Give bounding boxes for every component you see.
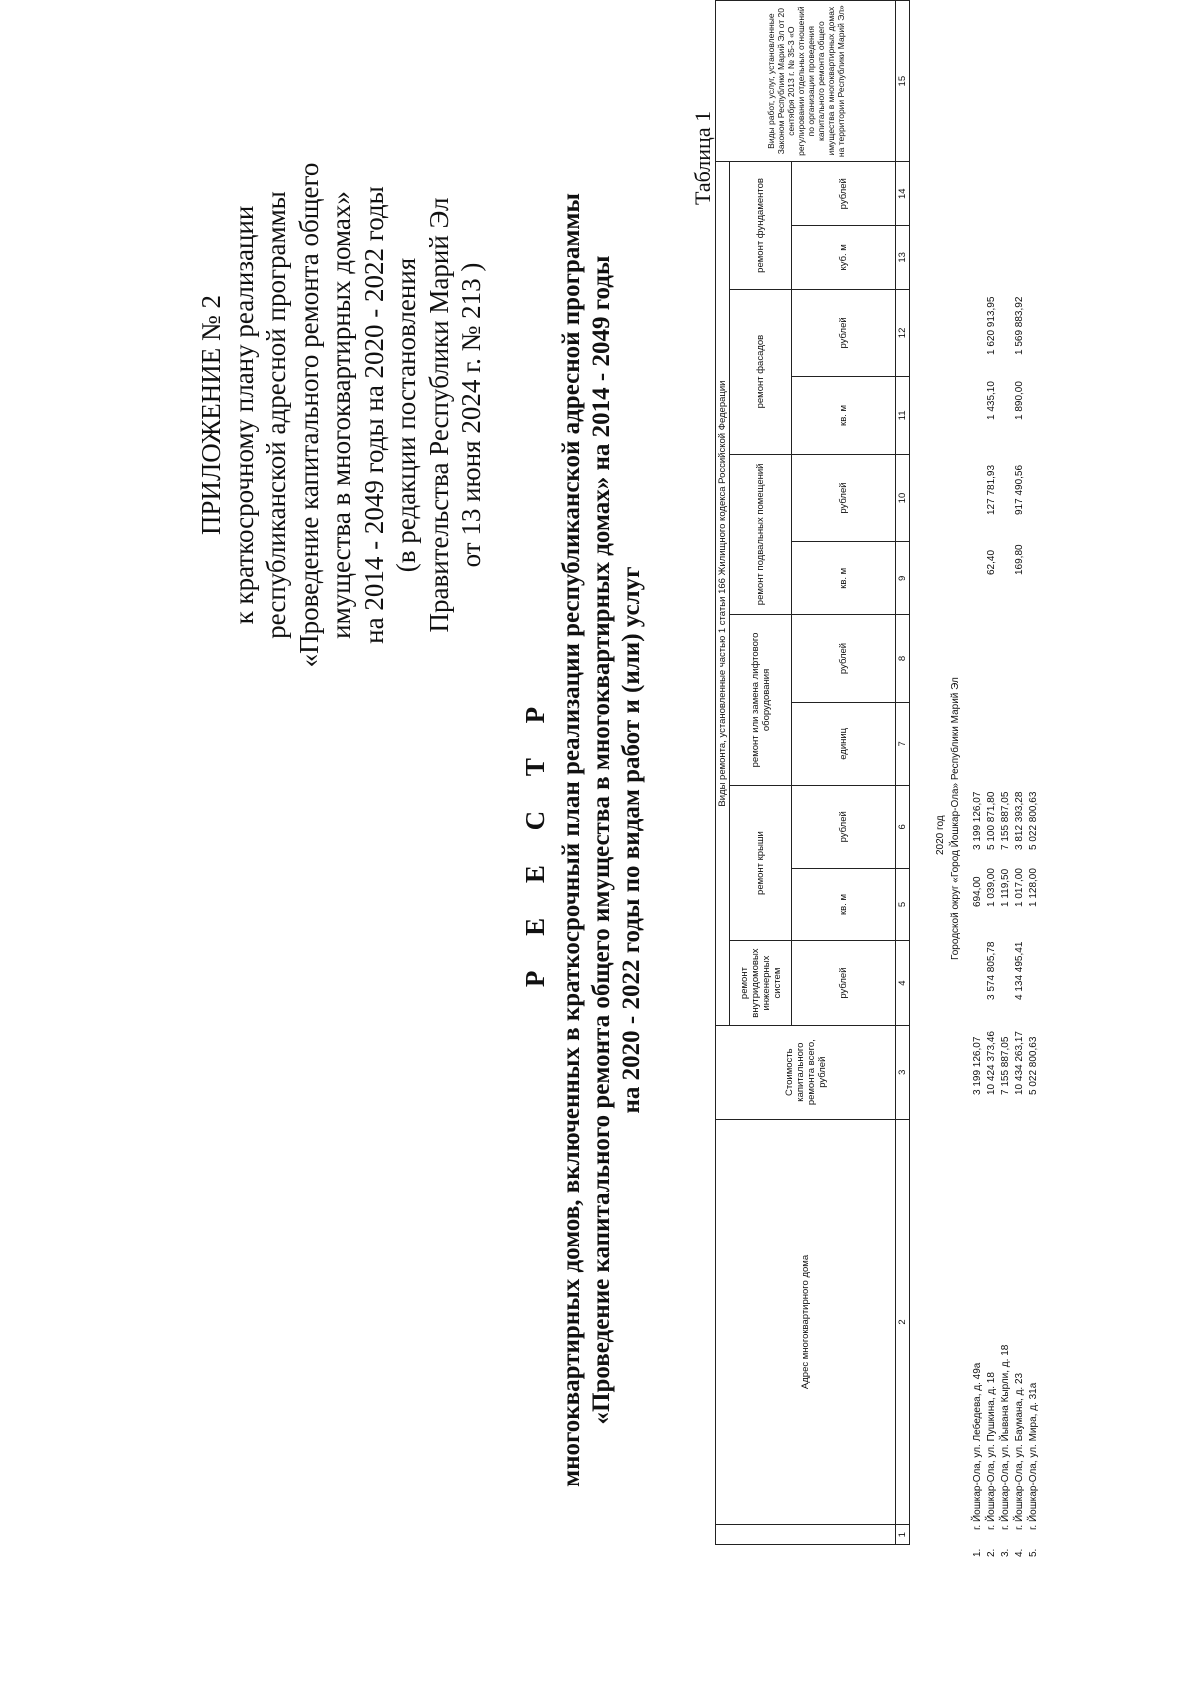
row-roof-cost: 3 199 126,07 [972,791,983,850]
unit-cell: кв. м [792,868,896,941]
registry-title-block [520,40,647,1640]
column-number: 11 [896,377,910,454]
row-roof-cost: 5 022 800,63 [1028,791,1039,850]
registry-subtitle-line: многоквартирных домов, включенных в краткосрочный план реализации республиканской адресной программы [558,193,585,1487]
header-total-cost: Стоимость капитального ремонта всего, рублей [716,1025,896,1119]
appendix-line: «Проведение капитального ремонта общего [293,162,324,668]
row-total: 3 199 126,07 [972,1036,983,1095]
column-number: 9 [896,542,910,615]
unit-cell: рублей [792,454,896,542]
section-year: 2020 год [935,815,946,855]
row-basement-cost: 917 490,56 [1014,464,1025,515]
column-number: 12 [896,289,910,377]
row-systems-cost: 3 574 805,78 [986,941,997,1000]
row-number: 2. [986,1548,997,1557]
row-roof-area: 1 039,00 [986,868,997,907]
unit-cell: кв. м [792,542,896,615]
header-roof: ремонт крыши [730,785,792,940]
row-roof-area: 1 017,00 [1014,868,1025,907]
header-facade: ремонт фасадов [730,289,792,454]
row-roof-cost: 7 155 887,05 [1000,791,1011,850]
row-total: 5 022 800,63 [1028,1036,1039,1095]
section-district: Городской округ «Город Йошкар-Ола» Республики Марий Эл [950,677,961,960]
row-number: 5. [1028,1548,1039,1557]
header-cell-empty [716,1525,896,1545]
row-facade-area: 1 435,10 [986,381,997,420]
column-number: 2 [896,1119,910,1525]
header-repair-types: Виды ремонта, установленные частью 1 статьи 166 Жилищного кодекса Российской Федерации [716,162,730,1026]
row-facade-area: 1 890,00 [1014,381,1025,420]
appendix-line: к краткосрочному плану реализации [228,205,259,625]
row-total: 7 155 887,05 [1000,1036,1011,1095]
row-basement-area: 62,40 [986,549,997,575]
row-basement-cost: 127 781,93 [986,464,997,515]
row-address: г. Йошкар-Ола, ул. Йывана Кырли, д. 18 [1000,1344,1011,1530]
row-facade-cost: 1 569 883,92 [1014,296,1025,355]
appendix-header [195,95,488,735]
column-number: 10 [896,454,910,542]
column-number: 13 [896,226,910,289]
row-roof-area: 1 119,50 [1000,868,1011,907]
header-foundation: ремонт фундаментов [730,162,792,289]
appendix-line: (в редакции постановления [391,257,421,573]
row-address: г. Йошкар-Ола, ул. Мира, д. 31а [1028,1382,1039,1530]
row-total: 10 424 373,46 [986,1031,997,1095]
column-number: 7 [896,702,910,785]
row-systems-cost: 4 134 495,41 [1014,941,1025,1000]
unit-cell: рублей [792,289,896,377]
registry-table [715,0,910,1545]
table-label: Таблица 1 [690,110,715,205]
row-roof-cost: 3 812 393,28 [1014,791,1025,850]
column-number: 8 [896,615,910,703]
row-facade-cost: 1 620 913,95 [986,296,997,355]
row-basement-area: 169,80 [1014,544,1025,575]
appendix-line: имущества в многоквартирных домах» [326,191,356,639]
unit-cell: рублей [792,615,896,703]
column-number: 1 [896,1525,910,1545]
registry-subtitle-line: на 2020 - 2022 годы по видам работ и (или) услуг [618,566,645,1114]
row-number: 3. [1000,1548,1011,1557]
header-elevator: ремонт или замена лифтового оборудования [730,615,792,786]
unit-cell: рублей [792,162,896,226]
row-roof-cost: 5 100 871,80 [986,791,997,850]
registry-title: Р Е Е С Т Р [520,692,550,988]
row-number: 4. [1014,1548,1025,1557]
row-address: г. Йошкар-Ола, ул. Лебедева, д. 49а [972,1362,983,1530]
row-address: г. Йошкар-Ола, ул. Баумана, д. 23 [1014,1372,1025,1530]
registry-subtitle-line: «Проведение капитального ремонта общего имущества в многоквартирных домах» на 2014 - 2049 годы [588,255,615,1425]
column-number: 14 [896,162,910,226]
column-number: 4 [896,941,910,1026]
row-address: г. Йошкар-Ола, ул. Пушкина, д. 18 [986,1372,997,1530]
appendix-line: от 13 июня 2024 г. № 213 ) [456,262,486,568]
unit-cell: единиц [792,702,896,785]
column-number: 3 [896,1025,910,1119]
appendix-line: республиканской адресной программы [261,191,291,639]
row-total: 10 434 263,17 [1014,1031,1025,1095]
column-number: 5 [896,868,910,941]
row-roof-area: 694,00 [972,876,983,907]
appendix-line: Правительства Республики Марий Эл [423,197,454,633]
unit-cell: рублей [792,785,896,868]
column-number: 6 [896,785,910,868]
header-other-works: Виды работ, услуг, установленные Законом Республики Марий Эл от 20 сентября 2013 г. № 35-З «О регулировании отдельных отношений по организации проведения капитального ремонта общего имущества в многоквартирных домах на территории Республики Марий Эл» [716,1,896,162]
appendix-line: ПРИЛОЖЕНИЕ № 2 [196,294,226,536]
header-address: Адрес многоквартирного дома [716,1119,896,1525]
appendix-line: на 2014 - 2049 годы на 2020 - 2022 годы [358,186,389,644]
header-internal-systems: ремонт внутридомовых инженерных систем [730,941,792,1026]
header-basement: ремонт подвальных помещений [730,454,792,615]
unit-cell: рублей [792,941,896,1026]
column-number: 15 [896,1,910,162]
unit-cell: куб. м [792,226,896,289]
unit-cell: кв. м [792,377,896,454]
row-number: 1. [972,1548,983,1557]
row-roof-area: 1 128,00 [1028,868,1039,907]
